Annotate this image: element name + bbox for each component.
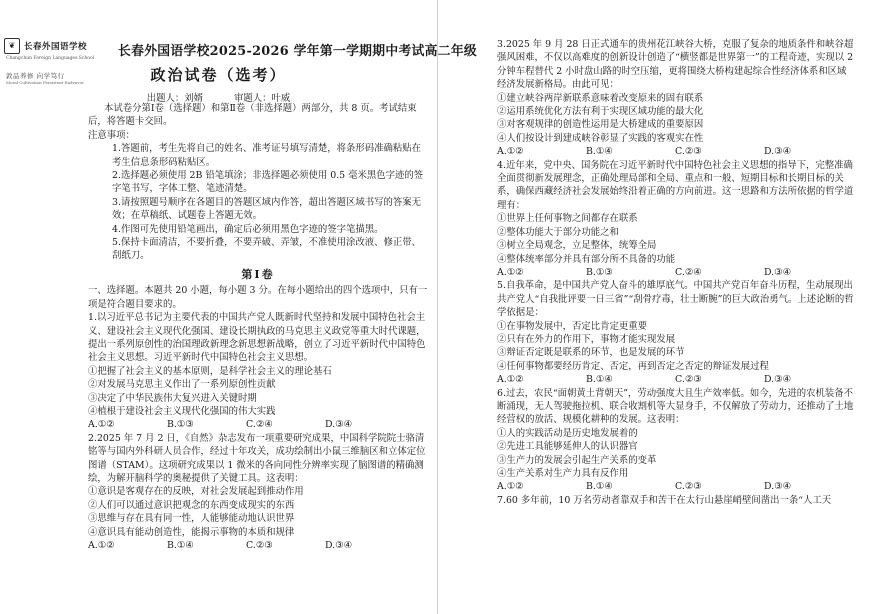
logo-name: 长春外国语学校 xyxy=(24,42,88,52)
school-seal-icon: ❦ xyxy=(4,38,20,54)
question-4-item: ④整体统率部分并具有部分所不具备的功能 xyxy=(497,253,676,265)
question-2-stem: 2.2025 年 7 月 2 日，《自然》杂志发布一项重要研究成果，中国科学院院士骆清铭等与国内外科研人员合作，经过十年攻关，成功绘制出小鼠三维脑区和立体定位图谱（STAM）。这项研究成果以 1 微米的各向同性分辨率实现了脑图谱的精确测绘，为解开脑科学的奥秘提供了关键工具。这表明： xyxy=(88,432,426,484)
question-1-stem: 1.以习近平总书记为主要代表的中国共产党人既新时代坚持和发展中国特色社会主义、建设社会主义现代化强国、建设长期执政的马克思主义政党等重大时代课题，提出一系列原创性的治国理政新理念新思想新战略，创立了习近平新时代中国特色社会主义思想。习近平新时代中国特色社会主义思想。 xyxy=(88,312,426,364)
option-c[interactable]: C.②③ xyxy=(675,146,702,158)
question-5-options xyxy=(497,373,855,386)
question-3-item: ①建立峡谷两岸新联系意味着改变原来的固有联系 xyxy=(497,92,704,104)
intro-paragraph: 本试卷分第Ⅰ卷（选择题）和第Ⅱ卷（非选择题）两部分，共 8 页。考试结束后，将答题卡交回。 xyxy=(88,103,417,128)
option-a[interactable]: A.①② xyxy=(497,481,524,493)
right-body xyxy=(497,38,855,507)
option-c[interactable]: C.②③ xyxy=(246,540,273,551)
question-1-item: ③决定了中华民族伟大复兴进入关键时期 xyxy=(88,392,257,404)
logo-motto-en: Moral Cultivation Persistent Endeavor xyxy=(6,80,84,85)
left-body xyxy=(88,102,428,552)
question-5-item: ④任何事物都要经历肯定、否定，再到否定之否定的辩证发展过程 xyxy=(497,360,769,372)
author-name: 出题人：刘婿 xyxy=(146,93,203,104)
option-d[interactable]: D.③④ xyxy=(764,481,791,493)
question-4-item: ①世界上任何事物之间都存在联系 xyxy=(497,213,638,225)
option-b[interactable]: B.①④ xyxy=(586,146,613,158)
school-title: 长春外国语学校2025-2026 学年第一学期期中考试高二年级 xyxy=(118,44,478,59)
question-2-item: ③思维与存在具有同一性，人能够能动地认识世界 xyxy=(88,513,295,525)
question-3-options xyxy=(497,145,855,158)
notice-heading: 注意事项： xyxy=(88,129,135,141)
question-1-item: ①把握了社会主义的基本原则，是科学社会主义的理论基石 xyxy=(88,365,332,377)
option-d[interactable]: D.③④ xyxy=(764,374,791,386)
option-c[interactable]: C.②③ xyxy=(675,481,702,493)
option-b[interactable]: B.①③ xyxy=(586,266,613,278)
question-1-item: ②对发展马克思主义作出了一系列原创性贡献 xyxy=(88,379,276,391)
notice-item: 4.作图可先使用铅笔画出，确定后必须用黑色字迹的签字笔描黑。 xyxy=(112,223,384,235)
logo-subtitle: Changchun Foreign Languages School xyxy=(6,56,95,61)
question-2-options xyxy=(88,539,404,552)
notice-item: 1.答题前，考生先将自己的姓名、准考证号填写清楚，将条形码准确粘贴在考生信息条形码粘贴区。 xyxy=(112,143,421,168)
option-d[interactable]: D.③④ xyxy=(325,419,352,431)
question-6-stem: 6.过去，农民“面朝黄土背朝天”，劳动强度大且生产效率低。如今，先进的农机装备不断涌现，无人驾驶拖拉机、联合收割机等大显身手，不仅解放了劳动力，还推动了土地经营权的放活、规模化耕种的发展。这表明： xyxy=(497,387,854,426)
option-d[interactable]: D.③④ xyxy=(764,146,791,158)
question-4-item: ②整体功能大于部分功能之和 xyxy=(497,226,619,238)
option-a[interactable]: A.①② xyxy=(497,374,524,386)
option-d[interactable]: D.③④ xyxy=(764,266,791,278)
option-d[interactable]: D.③④ xyxy=(325,540,352,551)
question-3-item: ④人们按设计到建成峡谷彰显了实践的客观实在性 xyxy=(497,132,704,144)
question-6-item: ③生产力的发展会引起生产关系的变革 xyxy=(497,454,657,466)
question-2-item: ①意识是客观存在的反映，对社会发展起到推动作用 xyxy=(88,486,304,498)
notice-item: 5.保持卡面清洁，不要折叠，不要弄破、弄皱，不准使用涂改液、修正带、刮纸刀。 xyxy=(112,237,421,262)
option-b[interactable]: B.①③ xyxy=(167,419,194,431)
question-7-stem: 7.60 多年前，10 万名劳动者靠双手和苦干在太行山悬崖峭壁间凿出一条“人工天 xyxy=(497,494,832,506)
option-c[interactable]: C.②④ xyxy=(675,266,702,278)
notice-item: 3.请按照题号顺序在各题目的答题区域内作答，超出答题区域书写的答案无效；在草稿纸、试题卷上答题无效。 xyxy=(112,196,421,222)
question-3-item: ③对客观规律的创造性运用是大桥建成的重要原因 xyxy=(497,119,704,131)
question-5-item: ①在事物发展中，否定比肯定更重要 xyxy=(497,320,648,332)
question-6-item: ④生产关系对生产力具有反作用 xyxy=(497,468,629,479)
school-logo xyxy=(4,38,104,54)
question-3-stem: 3.2025 年 9 月 28 日正式通车的贵州花江峡谷大桥，克服了复杂的地质条件和峡谷超强风困难，不仅以高难度的创新设计创造了“横竖都是世界第一”的工程奇迹，实现以 2 分钟车程替代 2 小时盘山路的时空压缩，更将围绕大桥构建起综合性经济体系和区域经济发展新格局。由此可见： xyxy=(497,39,854,91)
exam-title: 政治试卷（选考） xyxy=(150,66,287,84)
option-c[interactable]: C.②③ xyxy=(675,374,702,386)
question-2-item: ④意识具有能动创造性，能揭示事物的本质和规律 xyxy=(88,526,295,538)
question-4-item: ③树立全局观念，立足整体，统筹全局 xyxy=(497,240,657,252)
part-one-title: 第Ⅰ卷 xyxy=(241,267,275,281)
question-5-item: ②只有在外力的作用下，事物才能实现发展 xyxy=(497,333,676,345)
question-4-stem: 4.近年来，党中央、国务院在习近平新时代中国特色社会主义思想的指导下，完整准确全面贯彻新发展理念，正确处理局部和全局、重点和一般、短期目标和长期目标的关系，确保西藏经济社会发展始终沿着正确的方向前进。这一思路和方法所依据的哲学道理有： xyxy=(497,159,854,211)
reviewer-name: 审题人：叶威 xyxy=(233,93,291,104)
part-one-instruction: 一、选择题。本题共 20 小题，每小题 3 分。在每小题给出的四个选项中，只有一项是符合题目要求的。 xyxy=(88,285,428,310)
notice-item: 2.选择题必须使用 2B 铅笔填涂；非选择题必须使用 0.5 毫米黑色字迹的签字笔书写，字体工整、笔迹清楚。 xyxy=(112,170,424,195)
question-3-item: ②运用系统优化方法有利于实现区域功能的最大化 xyxy=(497,106,704,118)
option-a[interactable]: A.①② xyxy=(497,146,524,158)
option-b[interactable]: B.①④ xyxy=(586,374,613,386)
option-c[interactable]: C.②④ xyxy=(246,419,273,431)
question-4-options xyxy=(497,266,855,279)
right-column xyxy=(447,0,865,614)
question-1-item: ④植根于建设社会主义现代化强国的伟大实践 xyxy=(88,405,276,417)
question-6-item: ①人的实践活动是历史地发展着的 xyxy=(497,427,638,439)
option-a[interactable]: A.①② xyxy=(88,419,115,431)
option-a[interactable]: A.①② xyxy=(497,266,524,278)
question-6-options xyxy=(497,480,855,493)
logo-motto: 敦品养修 向学笃行 xyxy=(6,72,65,80)
question-5-stem: 5.自我革命，是中国共产党人奋斗的雄厚底气。中国共产党百年奋斗历程，生动展现出共产党人“自我批评要一日三省”“刮骨疗毒，壮士断腕”的巨大政治勇气。上述论断的哲学依据是： xyxy=(497,280,854,319)
option-b[interactable]: B.①④ xyxy=(167,540,194,551)
question-5-item: ③辩证否定既是联系的环节，也是发展的环节 xyxy=(497,347,685,359)
question-6-item: ②先进工具能够延伸人的认识器官 xyxy=(497,441,638,453)
option-a[interactable]: A.①② xyxy=(88,540,115,551)
question-2-item: ②人们可以通过意识把观念的东西变成现实的东西 xyxy=(88,499,295,511)
option-b[interactable]: B.①④ xyxy=(586,481,613,493)
question-1-options xyxy=(88,418,404,431)
